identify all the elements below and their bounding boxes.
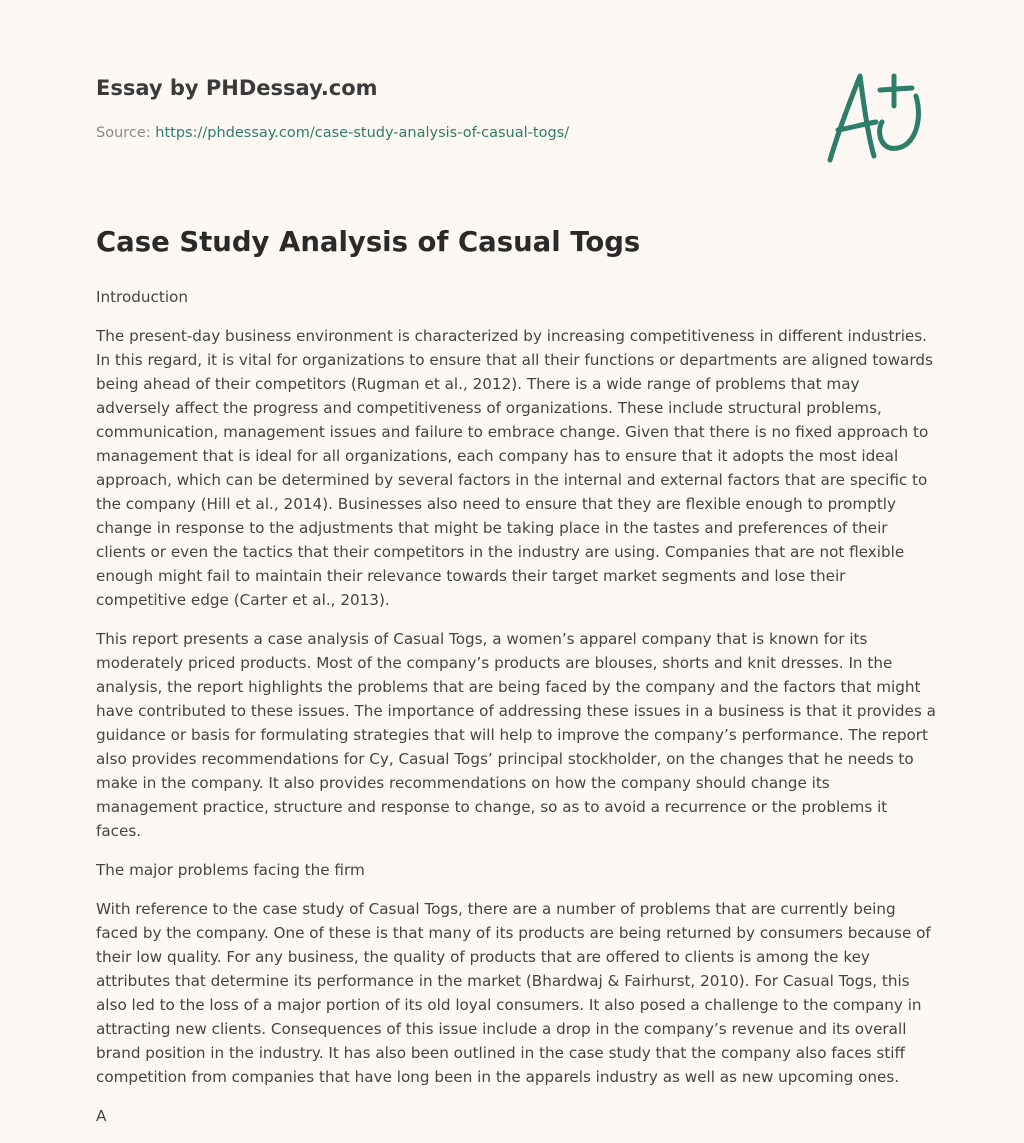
site-brand: Essay by PHDessay.com bbox=[96, 76, 378, 100]
body-paragraph: This report presents a case analysis of Casual Togs, a women’s apparel company that is known for its moderately priced products. Most of the company’s products are blouses, shorts and knit dresses. In the analysis, the report highlights the problems that are being faced by the company and the factors that might have contributed to these issues. The importance of addressing these issues in a business is that it provides a guidance or basis for formulating strategies that will help to improve the company’s performance. The report also provides recommendations for Cy, Casual Togs’ principal stockholder, on the changes that he needs to make in the company. It also provides recommendations on how the company should change its management practice, structure and response to change, so as to avoid a recurrence or the problems it faces. bbox=[96, 630, 936, 840]
section-heading-major-problems: The major problems facing the firm bbox=[96, 861, 365, 879]
source-link[interactable]: https://phdessay.com/case-study-analysis-of-casual-togs/ bbox=[155, 125, 570, 141]
body-paragraph: With reference to the case study of Casual Togs, there are a number of problems that are currently being faced by the company. One of these is that many of its products are being returned by consumers because of their low quality. For any business, the quality of products that are offered to clients is among the key attributes that determine its performance in the market (Bhardwaj & Fairhurst, 2010). For Casual Togs, this also led to the loss of a major portion of its old loyal consumers. It also posed a challenge to the company in attracting new clients. Consequences of this issue include a drop in the company’s revenue and its overall brand position in the industry. It has also been outlined in the case study that the company also faces stiff competition from companies that have long been in the apparels industry as well as new upcoming ones. bbox=[96, 900, 931, 1086]
document-body bbox=[96, 285, 936, 1143]
document-title: Case Study Analysis of Casual Togs bbox=[96, 226, 641, 258]
a-plus-logo-icon bbox=[820, 66, 930, 166]
body-paragraph-truncated: A bbox=[96, 1107, 107, 1125]
source-line bbox=[96, 125, 569, 141]
source-label: Source: bbox=[96, 125, 156, 141]
section-heading-introduction: Introduction bbox=[96, 288, 188, 306]
body-paragraph: The present-day business environment is characterized by increasing competitiveness in different industries. In this regard, it is vital for organizations to ensure that all their functions or departments are aligned towards being ahead of their competitors (Rugman et al., 2012). There is a wide range of problems that may adversely affect the progress and competitiveness of organizations. These include structural problems, communication, management issues and failure to embrace change. Given that there is no fixed approach to management that is ideal for all organizations, each company has to ensure that it adopts the most ideal approach, which can be determined by several factors in the internal and external factors that are specific to the company (Hill et al., 2014). Businesses also need to ensure that they are flexible enough to promptly change in response to the adjustments that might be taking place in the tastes and preferences of their clients or even the tactics that their competitors in the industry are using. Companies that are not flexible enough might fail to maintain their relevance towards their target market segments and lose their competitive edge (Carter et al., 2013). bbox=[96, 327, 933, 609]
